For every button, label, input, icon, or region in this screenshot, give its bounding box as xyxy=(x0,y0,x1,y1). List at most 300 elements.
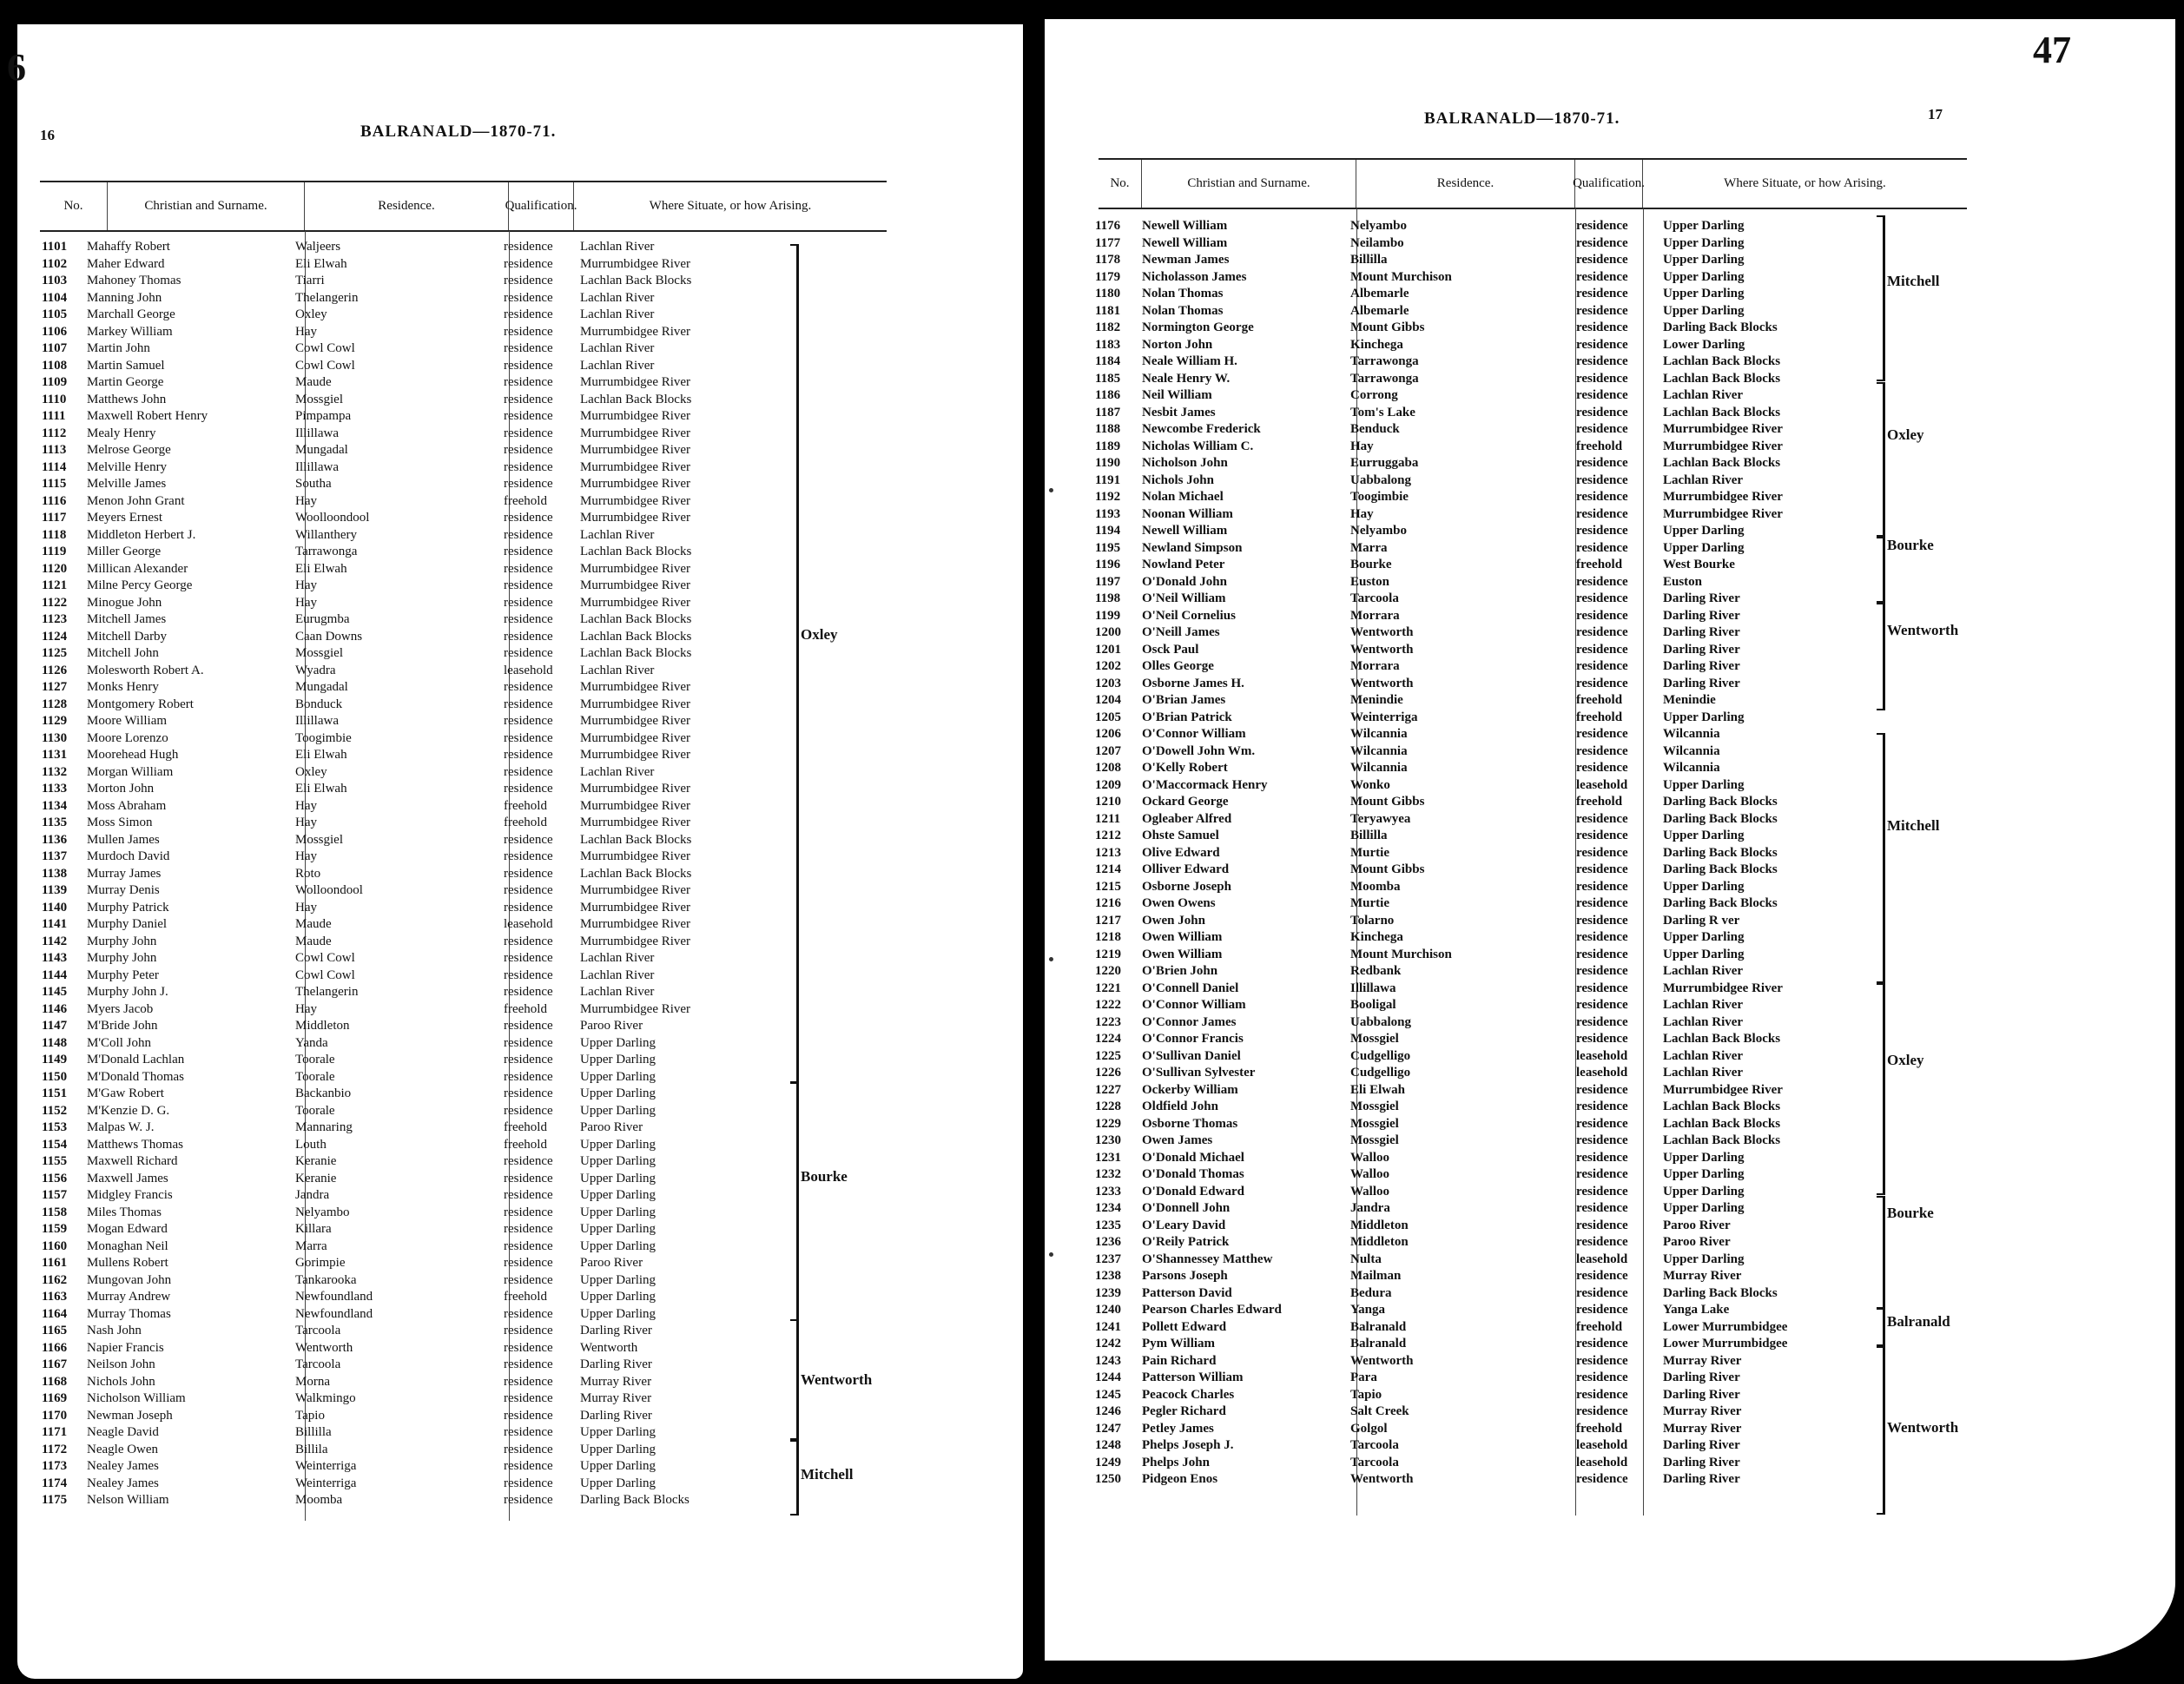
where-situate: Upper Darling xyxy=(1663,303,1745,318)
where-situate: Murray River xyxy=(580,1374,652,1389)
qualification: residence xyxy=(504,1425,553,1439)
qualification: residence xyxy=(504,1374,553,1389)
elector-name: O'Connor William xyxy=(1142,727,1246,741)
qualification: residence xyxy=(1576,506,1628,521)
table-row xyxy=(1045,1370,2175,1387)
qualification: residence xyxy=(1576,371,1628,386)
elector-name: Matthews Thomas xyxy=(87,1137,183,1152)
qualification: residence xyxy=(1576,219,1628,233)
entry-number: 1142 xyxy=(42,934,68,948)
entry-number: 1201 xyxy=(1095,642,1121,657)
elector-name: Mealy Henry xyxy=(87,426,156,440)
entry-number: 1224 xyxy=(1095,1032,1121,1046)
district-brace xyxy=(790,244,799,1083)
where-situate: Upper Darling xyxy=(1663,269,1745,284)
table-row xyxy=(17,781,1023,798)
elector-name: Monks Henry xyxy=(87,680,159,694)
residence: Illillawa xyxy=(295,714,339,728)
elector-name: Maxwell James xyxy=(87,1171,168,1185)
elector-name: Monaghan Neil xyxy=(87,1238,168,1253)
table-row xyxy=(1045,1150,2175,1167)
district-label: Wentworth xyxy=(1887,622,1959,638)
table-row xyxy=(1045,1082,2175,1100)
where-situate: Upper Darling xyxy=(580,1154,657,1168)
entry-number: 1129 xyxy=(42,714,68,728)
residence: Yanda xyxy=(295,1035,328,1050)
where-situate: Paroo River xyxy=(580,1120,643,1134)
qualification: residence xyxy=(1576,1285,1628,1300)
residence: Uabbalong xyxy=(1350,1014,1412,1029)
where-situate: Darling Back Blocks xyxy=(1663,795,1778,809)
residence: Mailman xyxy=(1350,1269,1402,1283)
qualification: residence xyxy=(504,883,553,897)
margin-mark xyxy=(1049,957,1053,961)
where-situate: Murrumbidgee River xyxy=(580,883,691,897)
where-situate: Lachlan Back Blocks xyxy=(580,545,692,558)
residence: Wentworth xyxy=(1350,1472,1414,1486)
where-situate: Darling Back Blocks xyxy=(1663,862,1778,876)
entry-number: 1106 xyxy=(42,324,68,339)
residence: Mungadal xyxy=(295,443,348,457)
header-no: No. xyxy=(40,182,108,230)
qualification: freehold xyxy=(1576,693,1623,707)
where-situate: Lachlan River xyxy=(580,663,655,677)
qualification: freehold xyxy=(504,1290,547,1304)
qualification: residence xyxy=(504,680,553,694)
where-situate: Darling R ver xyxy=(1663,913,1740,928)
entry-number: 1180 xyxy=(1095,287,1121,300)
residence: Euston xyxy=(1350,574,1390,589)
entry-number: 1231 xyxy=(1095,1150,1121,1165)
residence: Moomba xyxy=(295,1493,343,1507)
entry-number: 1249 xyxy=(1095,1455,1121,1469)
elector-name: Phelps Joseph J. xyxy=(1142,1438,1234,1452)
entry-number: 1194 xyxy=(1095,524,1121,538)
table-row xyxy=(17,950,1023,967)
elector-name: M'Kenzie D. G. xyxy=(87,1103,170,1118)
where-situate: Lachlan Back Blocks xyxy=(1663,1100,1781,1113)
entry-number: 1127 xyxy=(42,680,68,694)
table-row xyxy=(1045,794,2175,811)
entry-number: 1195 xyxy=(1095,540,1121,555)
entry-number: 1229 xyxy=(1095,1116,1121,1131)
qualification: residence xyxy=(504,1340,553,1355)
where-situate: Murrumbidgee River xyxy=(580,595,691,610)
residence: Mount Murchison xyxy=(1350,947,1452,961)
residence: Corrong xyxy=(1350,388,1398,402)
table-row xyxy=(17,426,1023,443)
elector-name: O'Neill James xyxy=(1142,625,1220,639)
qualification: residence xyxy=(504,443,553,457)
entry-number: 1218 xyxy=(1095,930,1121,944)
page-number: 17 xyxy=(1928,106,1943,122)
where-situate: Murrumbidgee River xyxy=(580,900,691,915)
elector-name: O'Dowell John Wm. xyxy=(1142,743,1256,758)
residence: Mount Gibbs xyxy=(1350,862,1425,876)
residence: Mossgiel xyxy=(295,832,344,847)
table-row xyxy=(17,611,1023,629)
where-situate: Murrumbidgee River xyxy=(1663,422,1783,436)
where-situate: Upper Darling xyxy=(580,1035,657,1050)
where-situate: Murray River xyxy=(580,1391,652,1405)
qualification: residence xyxy=(1576,1201,1628,1215)
residence: Wentworth xyxy=(1350,1353,1414,1368)
residence: Wolloondool xyxy=(295,883,363,897)
entry-number: 1103 xyxy=(42,274,68,287)
table-row xyxy=(17,849,1023,866)
table-row xyxy=(17,697,1023,714)
entry-number: 1242 xyxy=(1095,1337,1121,1351)
residence: Maude xyxy=(295,375,332,389)
residence: Salt Creek xyxy=(1350,1404,1409,1418)
qualification: residence xyxy=(1576,896,1628,910)
qualification: residence xyxy=(1576,761,1628,775)
where-situate: Lachlan Back Blocks xyxy=(580,392,692,406)
elector-name: Osck Paul xyxy=(1142,642,1199,657)
qualification: residence xyxy=(504,256,553,271)
qualification: residence xyxy=(504,1154,553,1168)
entry-number: 1133 xyxy=(42,782,68,796)
table-row xyxy=(1045,1133,2175,1150)
entry-number: 1223 xyxy=(1095,1014,1121,1029)
where-situate: Lachlan Back Blocks xyxy=(580,866,692,881)
residence: Mount Gibbs xyxy=(1350,795,1425,809)
where-situate: Upper Darling xyxy=(580,1222,657,1236)
elector-name: Newell William xyxy=(1142,235,1228,250)
where-situate: Murrumbidgee River xyxy=(580,1001,691,1016)
entry-number: 1234 xyxy=(1095,1201,1121,1215)
qualification: leasehold xyxy=(1576,1048,1628,1063)
table-row xyxy=(1045,1285,2175,1303)
table-row xyxy=(17,1323,1023,1340)
table-row xyxy=(1045,286,2175,303)
residence: Nelyambo xyxy=(1350,219,1407,233)
elector-name: Neagle David xyxy=(87,1425,159,1439)
where-situate: Upper Darling xyxy=(1663,253,1745,267)
residence: Eli Elwah xyxy=(1350,1082,1405,1097)
where-situate: Murrumbidgee River xyxy=(580,375,691,389)
table-row xyxy=(1045,235,2175,253)
table-row xyxy=(1045,642,2175,659)
entry-number: 1230 xyxy=(1095,1133,1121,1147)
table-row xyxy=(1045,760,2175,777)
where-situate: Lachlan River xyxy=(1663,964,1744,978)
elector-name: Peacock Charles xyxy=(1142,1387,1235,1402)
where-situate: Murrumbidgee River xyxy=(1663,490,1783,504)
residence: Wentworth xyxy=(1350,625,1414,639)
residence: Toogimbie xyxy=(1350,490,1409,504)
elector-name: O'Brian Patrick xyxy=(1142,710,1232,724)
residence: Tapio xyxy=(1350,1387,1382,1402)
residence: Billilla xyxy=(1350,253,1388,267)
entry-number: 1147 xyxy=(42,1019,68,1033)
entry-number: 1120 xyxy=(42,561,68,576)
table-row xyxy=(17,967,1023,985)
residence: Killara xyxy=(295,1222,332,1236)
entry-number: 1239 xyxy=(1095,1285,1121,1300)
residence: Hay xyxy=(295,1001,317,1016)
where-situate: Murrumbidgee River xyxy=(580,782,691,796)
where-situate: Lachlan River xyxy=(1663,1014,1744,1029)
where-situate: Lachlan River xyxy=(580,341,655,355)
entry-number: 1165 xyxy=(42,1324,68,1337)
residence: Caan Downs xyxy=(295,629,363,644)
residence: Eli Elwah xyxy=(295,561,347,576)
table-row xyxy=(17,730,1023,748)
where-situate: Upper Darling xyxy=(580,1069,657,1084)
residence: Tarrawonga xyxy=(1350,371,1419,386)
where-situate: Darling River xyxy=(1663,1370,1740,1384)
elector-name: Osborne James H. xyxy=(1142,676,1244,690)
qualification: residence xyxy=(1576,845,1628,860)
where-situate: Murrumbidgee River xyxy=(1663,1082,1783,1097)
qualification: residence xyxy=(504,409,553,423)
elector-name: Murphy Peter xyxy=(87,967,159,982)
qualification: residence xyxy=(504,1205,553,1219)
elector-name: O'Sullivan Sylvester xyxy=(1142,1066,1256,1080)
elector-name: Myers Jacob xyxy=(87,1001,154,1016)
where-situate: Lachlan River xyxy=(1663,472,1744,487)
table-row xyxy=(17,290,1023,307)
residence: Nelyambo xyxy=(295,1205,350,1219)
entry-number: 1115 xyxy=(42,477,67,491)
where-situate: Upper Darling xyxy=(580,1053,657,1067)
entry-number: 1184 xyxy=(1095,354,1121,368)
entry-number: 1144 xyxy=(42,967,68,982)
table-row xyxy=(17,1390,1023,1408)
entry-number: 1186 xyxy=(1095,388,1121,402)
table-row xyxy=(17,1238,1023,1256)
table-row xyxy=(1045,1218,2175,1235)
elector-name: Neil William xyxy=(1142,388,1212,402)
elector-name: Murphy John xyxy=(87,951,157,965)
elector-name: Nash John xyxy=(87,1324,142,1337)
residence: Hay xyxy=(295,595,317,610)
elector-name: Moss Simon xyxy=(87,816,153,829)
entry-number: 1156 xyxy=(42,1171,68,1185)
where-situate: Murrumbidgee River xyxy=(580,730,691,745)
entry-number: 1173 xyxy=(42,1459,68,1473)
residence: Middleton xyxy=(1350,1218,1409,1232)
table-row xyxy=(17,1306,1023,1324)
where-situate: Darling Back Blocks xyxy=(1663,811,1778,826)
qualification: residence xyxy=(1576,659,1628,673)
where-situate: Darling Back Blocks xyxy=(1663,320,1778,334)
elector-name: Markey William xyxy=(87,324,173,339)
elector-name: Nealey James xyxy=(87,1476,159,1490)
residence: Tom's Lake xyxy=(1350,405,1415,419)
elector-name: Martin John xyxy=(87,341,150,355)
qualification: residence xyxy=(1576,1032,1628,1046)
table-row xyxy=(1045,337,2175,354)
table-row xyxy=(1045,676,2175,693)
where-situate: Murrumbidgee River xyxy=(580,493,691,508)
qualification: residence xyxy=(504,1222,553,1236)
entry-number: 1202 xyxy=(1095,659,1121,673)
qualification: residence xyxy=(1576,625,1628,639)
where-situate: Darling River xyxy=(1663,1438,1740,1452)
elector-name: O'Shannessey Matthew xyxy=(1142,1251,1273,1266)
residence: Hay xyxy=(295,816,317,829)
qualification: residence xyxy=(1576,405,1628,419)
entry-number: 1181 xyxy=(1095,303,1121,318)
residence: Illillawa xyxy=(295,426,339,440)
entry-number: 1161 xyxy=(42,1256,68,1270)
where-situate: Lachlan Back Blocks xyxy=(580,274,692,287)
elector-name: Newman Joseph xyxy=(87,1408,173,1423)
entry-number: 1166 xyxy=(42,1340,68,1355)
entry-number: 1247 xyxy=(1095,1421,1121,1436)
entry-number: 1183 xyxy=(1095,337,1121,352)
header-residence: Residence. xyxy=(305,182,509,230)
qualification: residence xyxy=(1576,1337,1628,1351)
entry-number: 1126 xyxy=(42,663,68,677)
elector-name: Neale William H. xyxy=(1142,354,1237,368)
where-situate: Murrumbidgee River xyxy=(1663,506,1783,521)
table-row xyxy=(17,1442,1023,1459)
where-situate: Paroo River xyxy=(1663,1235,1731,1249)
header-qualification: Qualification. xyxy=(509,182,574,230)
entry-number: 1132 xyxy=(42,764,68,779)
district-brace xyxy=(1877,1196,1885,1309)
elector-name: O'Neil William xyxy=(1142,591,1226,605)
residence: Balranald xyxy=(1350,1319,1407,1334)
where-situate: Lachlan Back Blocks xyxy=(1663,1116,1781,1131)
elector-name: Meyers Ernest xyxy=(87,511,163,525)
residence: Hay xyxy=(295,324,317,339)
table-row xyxy=(1045,692,2175,710)
elector-name: M'Donald Thomas xyxy=(87,1069,185,1084)
qualification: residence xyxy=(1576,253,1628,267)
residence: Middleton xyxy=(1350,1235,1409,1249)
entry-number: 1238 xyxy=(1095,1269,1121,1283)
entry-number: 1207 xyxy=(1095,743,1121,758)
qualification: residence xyxy=(504,545,553,558)
district-brace xyxy=(1877,1346,1885,1515)
residence: Eli Elwah xyxy=(295,256,347,271)
where-situate: Upper Darling xyxy=(1663,1167,1745,1181)
elector-name: Pym William xyxy=(1142,1337,1216,1351)
entry-number: 1237 xyxy=(1095,1251,1121,1266)
table-row xyxy=(17,256,1023,274)
entry-number: 1204 xyxy=(1095,693,1121,707)
where-situate: Murrumbidgee River xyxy=(580,816,691,829)
elector-name: Ogleaber Alfred xyxy=(1142,811,1232,826)
table-row xyxy=(1045,743,2175,761)
qualification: residence xyxy=(1576,591,1628,605)
entry-number: 1149 xyxy=(42,1053,68,1067)
entry-number: 1128 xyxy=(42,697,68,711)
table-row xyxy=(1045,913,2175,930)
where-situate: Paroo River xyxy=(580,1256,643,1270)
table-row xyxy=(1045,303,2175,320)
entry-number: 1118 xyxy=(42,527,67,542)
qualification: residence xyxy=(504,985,553,999)
residence: Illillawa xyxy=(1350,981,1396,995)
elector-name: Moorehead Hugh xyxy=(87,748,179,762)
elector-name: Melville Henry xyxy=(87,459,168,474)
entry-number: 1174 xyxy=(42,1476,68,1490)
elector-name: O'Brien John xyxy=(1142,964,1218,978)
entry-number: 1169 xyxy=(42,1391,68,1405)
residence: Tarcoola xyxy=(1350,591,1399,605)
page-title: BALRANALD—1870-71. xyxy=(360,122,557,141)
entry-number: 1162 xyxy=(42,1272,68,1287)
where-situate: Lachlan Back Blocks xyxy=(580,629,692,644)
table-row xyxy=(17,239,1023,256)
residence: Illillawa xyxy=(295,459,339,474)
entry-number: 1236 xyxy=(1095,1235,1121,1249)
table-row xyxy=(17,324,1023,341)
table-row xyxy=(1045,320,2175,337)
table-row xyxy=(1045,218,2175,235)
where-situate: Upper Darling xyxy=(580,1188,657,1202)
elector-name: O'Connor Francis xyxy=(1142,1032,1244,1046)
entry-number: 1219 xyxy=(1095,947,1121,961)
table-row xyxy=(1045,1336,2175,1353)
elector-name: Owen Owens xyxy=(1142,896,1216,910)
elector-name: Olive Edward xyxy=(1142,845,1220,860)
residence: Golgol xyxy=(1350,1421,1388,1436)
table-row xyxy=(17,1340,1023,1357)
residence: Mount Gibbs xyxy=(1350,320,1425,334)
residence: Nulta xyxy=(1350,1251,1382,1266)
entry-number: 1140 xyxy=(42,900,68,915)
where-situate: Wilcannia xyxy=(1663,761,1720,775)
qualification: residence xyxy=(1576,456,1628,470)
residence: Hay xyxy=(295,578,317,592)
table-row xyxy=(17,882,1023,900)
where-situate: Murrumbidgee River xyxy=(580,934,691,948)
qualification: residence xyxy=(1576,1353,1628,1368)
residence: Weinterriga xyxy=(1350,710,1418,724)
where-situate: Upper Darling xyxy=(580,1171,657,1185)
table-row xyxy=(1045,828,2175,845)
residence: Hay xyxy=(295,493,317,508)
entry-number: 1105 xyxy=(42,307,68,321)
header-no: No. xyxy=(1099,160,1142,208)
where-situate: Upper Darling xyxy=(1663,219,1745,233)
residence: Murtie xyxy=(1350,845,1389,860)
residence: Wilcannia xyxy=(1350,727,1408,741)
where-situate: Darling River xyxy=(1663,676,1740,690)
residence: Albemarle xyxy=(1350,287,1409,300)
table-row xyxy=(17,358,1023,375)
qualification: freehold xyxy=(504,798,547,813)
entry-number: 1172 xyxy=(42,1442,68,1456)
elector-name: Nelson William xyxy=(87,1493,169,1507)
qualification: residence xyxy=(504,1306,553,1321)
elector-name: Millican Alexander xyxy=(87,561,188,576)
qualification: residence xyxy=(1576,540,1628,555)
margin-mark xyxy=(1049,488,1053,492)
qualification: residence xyxy=(1576,337,1628,352)
table-row xyxy=(17,815,1023,832)
residence: Hay xyxy=(1350,439,1374,453)
where-situate: Murrumbidgee River xyxy=(580,697,691,711)
residence: Bedura xyxy=(1350,1285,1392,1300)
elector-name: Milne Percy George xyxy=(87,578,193,592)
table-row xyxy=(17,1153,1023,1171)
qualification: residence xyxy=(1576,1116,1628,1131)
entry-number: 1192 xyxy=(1095,490,1121,504)
residence: Tarcoola xyxy=(1350,1438,1399,1452)
elector-name: Phelps John xyxy=(1142,1455,1210,1469)
elector-name: Minogue John xyxy=(87,595,162,610)
district-label: Wentworth xyxy=(801,1371,873,1388)
residence: Balranald xyxy=(1350,1337,1407,1351)
entry-number: 1233 xyxy=(1095,1184,1121,1199)
